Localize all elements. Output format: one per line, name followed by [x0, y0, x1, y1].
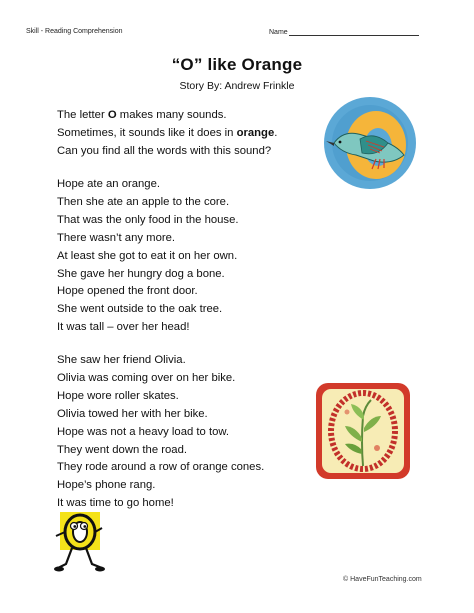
intro-line-1	[57, 107, 277, 125]
story-line: She gave her hungry dog a bone.	[57, 267, 225, 280]
story-line: It was tall – over her head!	[57, 321, 190, 334]
letter-o-with-bird-icon	[322, 95, 418, 191]
story-line: Hope was not a heavy load to tow.	[57, 425, 230, 438]
story-line: She saw her friend Olivia.	[57, 354, 186, 366]
name-label: Name	[269, 29, 288, 36]
story-line: She went outside to the oak tree.	[57, 303, 223, 316]
intro-line-1-pre: The letter	[57, 109, 108, 121]
keyword-orange: orange	[236, 126, 275, 139]
copyright-footer	[343, 576, 422, 583]
keyword-o: O	[107, 109, 117, 121]
letter-o-with-vine-icon	[315, 382, 411, 480]
page-title: “O” like Orange	[171, 55, 303, 74]
story-line: Hope opened the front door.	[57, 285, 198, 298]
story-paragraph-1	[57, 176, 239, 337]
copyright-icon: ©	[343, 576, 349, 583]
intro-line-3: Can you find all the words with this sound?	[57, 144, 272, 157]
intro-line-2-pre: Sometimes, it sounds like it does in	[57, 126, 237, 139]
intro-paragraph	[57, 107, 277, 161]
story-line: Olivia towed her with her bike.	[57, 407, 208, 420]
intro-line-2	[57, 125, 277, 143]
story-paragraph-2	[57, 352, 264, 513]
site-name: HaveFunTeaching.com	[350, 576, 422, 583]
story-line: Hope’s phone rang.	[57, 479, 156, 492]
story-line: That was the only food in the house.	[57, 213, 239, 226]
story-line: Hope wore roller skates.	[57, 389, 179, 402]
story-line: They went down the road.	[57, 443, 187, 456]
name-line[interactable]	[289, 28, 419, 36]
name-field[interactable]	[269, 28, 419, 36]
story-line: It was time to go home!	[57, 497, 174, 510]
story-line: Then she ate an apple to the core.	[57, 195, 230, 208]
letter-o-mascot-icon	[52, 510, 106, 576]
byline: Story By: Andrew Frinkle	[179, 80, 295, 92]
intro-line-2-post: .	[274, 126, 278, 139]
story-line: There wasn’t any more.	[57, 231, 176, 244]
story-line: Olivia was coming over on her bike.	[57, 371, 236, 384]
story-line: They rode around a row of orange cones.	[57, 461, 265, 474]
story-line: At least she got to eat it on her own.	[57, 249, 238, 262]
skill-label: Skill - Reading Comprehension	[26, 28, 123, 35]
story-line: Hope ate an orange.	[57, 178, 161, 190]
intro-line-1-post: makes many sounds.	[116, 109, 227, 121]
